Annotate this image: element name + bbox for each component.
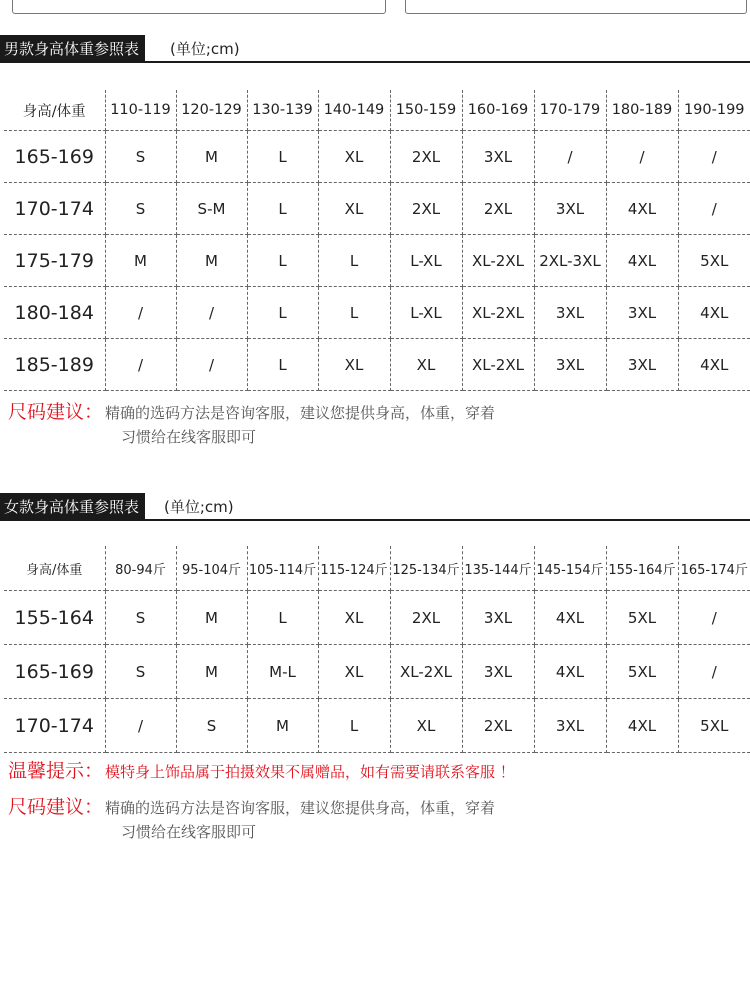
women-size-cell: 2XL — [390, 591, 462, 645]
men-size-cell: 3XL — [606, 287, 678, 339]
women-size-cell: / — [678, 591, 750, 645]
men-size-cell: M — [105, 235, 176, 287]
women-size-cell: 5XL — [606, 645, 678, 699]
women-size-cell: S — [176, 699, 247, 753]
men-size-cell: XL-2XL — [462, 339, 534, 391]
men-size-cell: S-M — [176, 183, 247, 235]
women-advice-label: 尺码建议： — [8, 796, 104, 818]
men-weight-header: 160-169 — [462, 90, 534, 131]
men-table-row — [4, 183, 750, 235]
men-chart-title: 男款身高体重参照表 — [0, 35, 145, 63]
women-tip-text: 模特身上饰品属于拍摄效果不属赠品，如有需要请联系客服 ！ — [105, 763, 515, 781]
women-weight-header: 80-94斤 — [105, 546, 176, 591]
women-size-cell: 5XL — [678, 699, 750, 753]
women-warm-tip — [8, 759, 515, 784]
men-table-row — [4, 131, 750, 183]
men-size-cell: / — [678, 131, 750, 183]
women-size-cell: XL — [318, 645, 390, 699]
men-size-cell: / — [176, 339, 247, 391]
women-weight-header: 95-104斤 — [176, 546, 247, 591]
women-size-cell: M-L — [247, 645, 318, 699]
men-size-cell: / — [678, 183, 750, 235]
men-size-cell: 5XL — [678, 235, 750, 287]
men-table-row — [4, 235, 750, 287]
men-weight-header: 110-119 — [105, 90, 176, 131]
men-advice-line1: 精确的选码方法是咨询客服，建议您提供身高，体重，穿着 — [105, 404, 496, 422]
women-chart-divider — [0, 519, 750, 521]
women-size-cell: M — [176, 591, 247, 645]
men-size-cell: 3XL — [534, 287, 606, 339]
men-size-cell: L — [247, 131, 318, 183]
men-size-cell: S — [105, 131, 176, 183]
men-height-label: 170-174 — [4, 183, 105, 235]
women-weight-header: 125-134斤 — [390, 546, 462, 591]
men-height-label: 165-169 — [4, 131, 105, 183]
women-height-label: 165-169 — [4, 645, 105, 699]
women-size-cell: L — [247, 591, 318, 645]
women-size-cell: L — [318, 699, 390, 753]
women-size-cell: M — [247, 699, 318, 753]
women-advice-line1: 精确的选码方法是咨询客服，建议您提供身高，体重，穿着 — [105, 799, 496, 817]
women-size-cell: S — [105, 645, 176, 699]
men-corner-label: 身高/体重 — [4, 90, 105, 131]
women-weight-header: 155-164斤 — [606, 546, 678, 591]
women-weight-header: 135-144斤 — [462, 546, 534, 591]
women-chart-header — [0, 493, 750, 521]
men-weight-header: 150-159 — [390, 90, 462, 131]
men-size-cell: 2XL — [390, 183, 462, 235]
men-size-cell: S — [105, 183, 176, 235]
women-table-row — [4, 591, 750, 645]
men-size-cell: L — [247, 287, 318, 339]
women-header-row — [4, 546, 750, 591]
men-header-row — [4, 90, 750, 131]
men-weight-header: 140-149 — [318, 90, 390, 131]
men-weight-header: 130-139 — [247, 90, 318, 131]
women-corner-label: 身高/体重 — [4, 546, 105, 591]
men-advice-line2: 习惯给在线客服即可 — [121, 428, 257, 446]
women-size-cell: M — [176, 645, 247, 699]
women-size-cell: 4XL — [606, 699, 678, 753]
men-weight-header: 120-129 — [176, 90, 247, 131]
men-size-cell: 3XL — [534, 183, 606, 235]
men-size-cell: 3XL — [606, 339, 678, 391]
men-size-cell: 4XL — [678, 339, 750, 391]
men-size-cell: 4XL — [606, 183, 678, 235]
men-height-label: 185-189 — [4, 339, 105, 391]
women-advice-line2: 习惯给在线客服即可 — [121, 823, 257, 841]
women-size-cell: 3XL — [462, 591, 534, 645]
men-size-cell: XL-2XL — [462, 287, 534, 339]
men-size-cell: 2XL-3XL — [534, 235, 606, 287]
women-size-cell: / — [105, 699, 176, 753]
men-size-cell: / — [105, 287, 176, 339]
men-size-cell: 2XL — [390, 131, 462, 183]
women-size-cell: 5XL — [606, 591, 678, 645]
men-size-cell: L-XL — [390, 287, 462, 339]
women-size-cell: 4XL — [534, 645, 606, 699]
men-table-row — [4, 339, 750, 391]
men-size-cell: XL-2XL — [462, 235, 534, 287]
women-height-label: 155-164 — [4, 591, 105, 645]
women-size-cell: 3XL — [462, 645, 534, 699]
women-chart-unit: (单位;cm) — [164, 498, 234, 516]
cropped-size-box-right — [405, 0, 747, 14]
women-size-advice — [8, 795, 495, 844]
women-size-cell: XL — [318, 591, 390, 645]
women-height-label: 170-174 — [4, 699, 105, 753]
women-tip-label: 温馨提示： — [8, 760, 104, 782]
men-size-cell: 2XL — [462, 183, 534, 235]
men-table-row — [4, 287, 750, 339]
men-size-cell: L — [247, 339, 318, 391]
men-size-cell: 3XL — [462, 131, 534, 183]
men-size-cell: 3XL — [534, 339, 606, 391]
men-size-cell: M — [176, 235, 247, 287]
women-weight-header: 105-114斤 — [247, 546, 318, 591]
women-size-cell: / — [678, 645, 750, 699]
men-size-table — [4, 90, 750, 391]
men-size-cell: M — [176, 131, 247, 183]
men-chart-header — [0, 35, 750, 63]
men-size-cell: / — [606, 131, 678, 183]
men-height-label: 175-179 — [4, 235, 105, 287]
women-table-row — [4, 699, 750, 753]
men-weight-header: 190-199 — [678, 90, 750, 131]
men-size-cell: / — [534, 131, 606, 183]
women-size-cell: 3XL — [534, 699, 606, 753]
men-size-cell: L — [247, 183, 318, 235]
women-table-row — [4, 645, 750, 699]
men-size-cell: XL — [318, 131, 390, 183]
women-size-cell: XL — [390, 699, 462, 753]
men-height-label: 180-184 — [4, 287, 105, 339]
men-size-cell: 4XL — [678, 287, 750, 339]
women-weight-header: 115-124斤 — [318, 546, 390, 591]
women-size-cell: 4XL — [534, 591, 606, 645]
men-size-cell: L-XL — [390, 235, 462, 287]
men-size-cell: L — [318, 235, 390, 287]
men-size-cell: XL — [390, 339, 462, 391]
men-size-cell: / — [105, 339, 176, 391]
men-size-cell: XL — [318, 339, 390, 391]
men-size-cell: / — [176, 287, 247, 339]
men-size-cell: 4XL — [606, 235, 678, 287]
men-size-advice — [8, 400, 495, 449]
cropped-size-box-left — [12, 0, 386, 14]
men-weight-header: 180-189 — [606, 90, 678, 131]
women-size-cell: S — [105, 591, 176, 645]
women-size-cell: 2XL — [462, 699, 534, 753]
men-size-cell: XL — [318, 183, 390, 235]
men-advice-label: 尺码建议： — [8, 401, 104, 423]
women-chart-title: 女款身高体重参照表 — [0, 493, 145, 521]
women-size-table — [4, 546, 750, 753]
men-size-cell: L — [247, 235, 318, 287]
women-size-cell: XL-2XL — [390, 645, 462, 699]
men-weight-header: 170-179 — [534, 90, 606, 131]
men-size-cell: L — [318, 287, 390, 339]
women-weight-header: 145-154斤 — [534, 546, 606, 591]
women-weight-header: 165-174斤 — [678, 546, 750, 591]
men-chart-divider — [0, 61, 750, 63]
men-chart-unit: (单位;cm) — [170, 40, 240, 58]
